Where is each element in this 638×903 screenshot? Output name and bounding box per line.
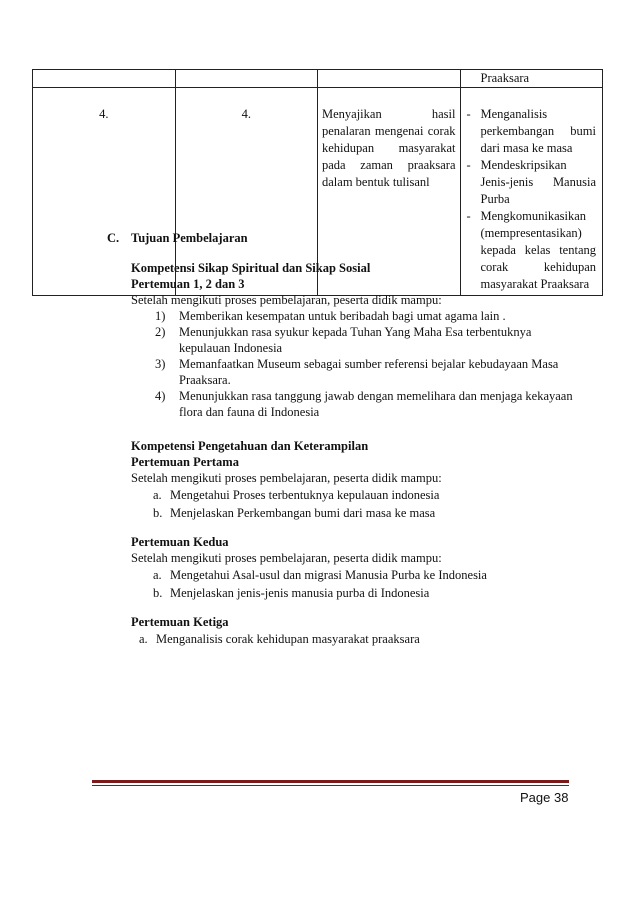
section-heading <box>107 230 577 246</box>
spiritual-meeting: Pertemuan 1, 2 dan 3 <box>131 277 245 291</box>
indicator-item <box>467 106 597 157</box>
cell-carryover <box>460 70 603 88</box>
list-text: Menunjukkan rasa syukur kepada Tuhan Yang Maha Esa terbentuknya kepulauan Indonesia <box>179 325 532 355</box>
section-letter: C. <box>107 231 120 245</box>
list-item <box>131 486 577 504</box>
meeting2-title: Pertemuan Kedua <box>131 535 229 549</box>
list-item <box>131 630 577 648</box>
indicator-text: Menganalisis perkembangan bumi dari masa ke masa <box>480 107 596 155</box>
list-item <box>131 566 577 584</box>
meeting1-list <box>131 486 577 522</box>
list-text: Mengetahui Proses terbentuknya kepulauan indonesia <box>170 488 440 502</box>
list-item <box>131 388 577 420</box>
indicator-text: Mendeskripsikan Jenis-jenis Manusia Purba <box>480 158 596 206</box>
cell-kd-empty <box>175 70 318 88</box>
meeting3-list <box>131 630 577 648</box>
list-item <box>131 308 577 324</box>
section-body <box>107 260 577 648</box>
dash-bullet: - <box>466 158 471 172</box>
row-number: 4. <box>33 88 176 296</box>
row-competency: Menyajikan hasil penalaran mengenai corak kehidupan masyarakat pada zaman praaksara dalam bentuk tulisanl <box>318 88 461 296</box>
dash-bullet: - <box>466 107 471 121</box>
list-text: Memanfaatkan Museum sebagai sumber referensi bejalar kebudayaan Masa Praaksara. <box>179 357 559 387</box>
indicator-text: Mengkomunikasikan (mempresentasikan) kepada kelas tentang corak kehidupan masyarakat Praaksara <box>480 209 596 291</box>
meeting2-list <box>131 566 577 602</box>
list-number: 2) <box>155 325 166 339</box>
indicator-item <box>467 157 597 208</box>
meeting2-intro: Setelah mengikuti proses pembelajaran, peserta didik mampu: <box>131 551 442 565</box>
meeting1-title: Pertemuan Pertama <box>131 455 239 469</box>
list-number: 3) <box>155 357 166 371</box>
list-letter: b. <box>153 586 163 600</box>
table-row-carryover <box>33 70 603 88</box>
list-text: Menjelaskan jenis-jenis manusia purba di Indonesia <box>170 586 430 600</box>
list-item <box>131 356 577 388</box>
list-number: 1) <box>155 309 166 323</box>
knowledge-heading: Kompetensi Pengetahuan dan Keterampilan <box>131 439 369 453</box>
list-item <box>131 584 577 602</box>
meeting3-title: Pertemuan Ketiga <box>131 615 229 629</box>
list-letter: b. <box>153 506 163 520</box>
list-text: Menganalisis corak kehidupan masyarakat praaksara <box>156 632 420 646</box>
list-letter: a. <box>153 568 162 582</box>
learning-objectives-section <box>107 230 577 648</box>
carryover-text: Praaksara <box>480 71 530 85</box>
meeting1-intro: Setelah mengikuti proses pembelajaran, peserta didik mampu: <box>131 471 442 485</box>
page-number: Page 38 <box>520 790 569 805</box>
footer-rule-thick <box>92 780 569 783</box>
list-text: Menjelaskan Perkembangan bumi dari masa ke masa <box>170 506 436 520</box>
dash-bullet: - <box>466 209 471 223</box>
list-text: Menunjukkan rasa tanggung jawab dengan memelihara dan menjaga kekayaan flora dan fauna di Indonesia <box>179 389 573 419</box>
footer-rule-thin <box>92 785 569 786</box>
list-item <box>131 504 577 522</box>
list-letter: a. <box>139 632 148 646</box>
spiritual-intro: Setelah mengikuti proses pembelajaran, peserta didik mampu: <box>131 293 442 307</box>
list-item <box>131 324 577 356</box>
section-title: Tujuan Pembelajaran <box>131 231 248 245</box>
cell-competency-empty <box>318 70 461 88</box>
list-letter: a. <box>153 488 162 502</box>
row-kd-number: 4. <box>175 88 318 296</box>
cell-no-empty <box>33 70 176 88</box>
list-number: 4) <box>155 389 166 403</box>
spiritual-list <box>131 308 577 420</box>
list-text: Memberikan kesempatan untuk beribadah bagi umat agama lain . <box>179 309 506 323</box>
spiritual-heading: Kompetensi Sikap Spiritual dan Sikap Sosial <box>131 261 371 275</box>
list-text: Mengetahui Asal-usul dan migrasi Manusia Purba ke Indonesia <box>170 568 487 582</box>
